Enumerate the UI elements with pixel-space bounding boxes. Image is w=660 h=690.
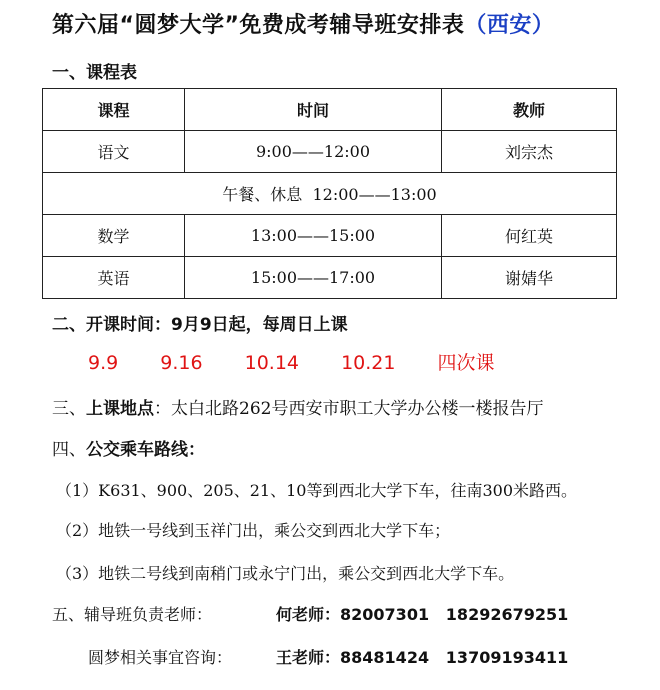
start-time-label: 开课时间：9月9日起，每周日上课	[86, 315, 348, 335]
location-line	[52, 394, 543, 419]
class-dates	[88, 348, 495, 375]
date-item: 9.16	[160, 352, 203, 374]
bus-label: 公交乘车路线：	[86, 440, 205, 460]
date-item: 9.9	[88, 352, 119, 374]
cell-course: 语文	[43, 131, 185, 173]
cell-time: 9:00——12:00	[185, 131, 442, 173]
header-course: 课程	[43, 89, 185, 131]
date-item: 10.14	[244, 352, 300, 374]
consult-label: 圆梦相关事宜咨询：	[88, 648, 233, 667]
title-city: （西安）	[464, 13, 555, 38]
contact-mobile: 18292679251	[445, 605, 569, 624]
location-prefix: 三、	[52, 399, 86, 419]
date-item: 10.21	[341, 352, 396, 374]
title-main: 第六届“圆梦大学”免费成考辅导班安排表	[52, 13, 465, 38]
location-value: ：太白北路262号西安市职工大学办公楼一楼报告厅	[154, 399, 544, 419]
header-time: 时间	[185, 89, 442, 131]
teachers-label: 五、辅导班负责老师：	[52, 605, 213, 624]
cell-lunch: 午餐、休息 12:00——13:00	[43, 173, 617, 215]
table-row	[43, 257, 617, 299]
start-time-line	[52, 310, 348, 335]
table-row	[43, 131, 617, 173]
lunch-row	[43, 173, 617, 215]
cell-time: 13:00——15:00	[185, 215, 442, 257]
contact-row	[276, 645, 568, 668]
start-time-prefix: 二、	[52, 315, 86, 335]
location-label: 上课地点	[86, 399, 154, 419]
contact-name: 王老师：	[276, 648, 341, 667]
contact-row	[276, 602, 568, 625]
cell-course: 数学	[43, 215, 185, 257]
course-table-heading: 一、课程表	[52, 63, 137, 83]
cell-teacher: 刘宗杰	[442, 131, 617, 173]
table-row	[43, 215, 617, 257]
table-header-row	[43, 89, 617, 131]
route-item: （1）K631、900、205、21、10等到西北大学下车，往南300米路西。	[56, 481, 578, 500]
contact-phone: 88481424	[340, 648, 430, 667]
route-item: （2）地铁一号线到玉祥门出，乘公交到西北大学下车；	[56, 521, 451, 540]
contact-mobile: 13709193411	[445, 648, 569, 667]
session-count: 四次课	[437, 352, 495, 374]
contact-phone: 82007301	[340, 605, 430, 624]
contact-name: 何老师：	[276, 605, 341, 624]
cell-teacher: 何红英	[442, 215, 617, 257]
cell-teacher: 谢婧华	[442, 257, 617, 299]
bus-heading	[52, 435, 205, 460]
header-teacher: 教师	[442, 89, 617, 131]
cell-time: 15:00——17:00	[185, 257, 442, 299]
page-title	[52, 8, 554, 39]
cell-course: 英语	[43, 257, 185, 299]
route-item: （3）地铁二号线到南稍门或永宁门出，乘公交到西北大学下车。	[56, 564, 515, 583]
bus-prefix: 四、	[52, 440, 86, 460]
course-table	[42, 88, 617, 299]
